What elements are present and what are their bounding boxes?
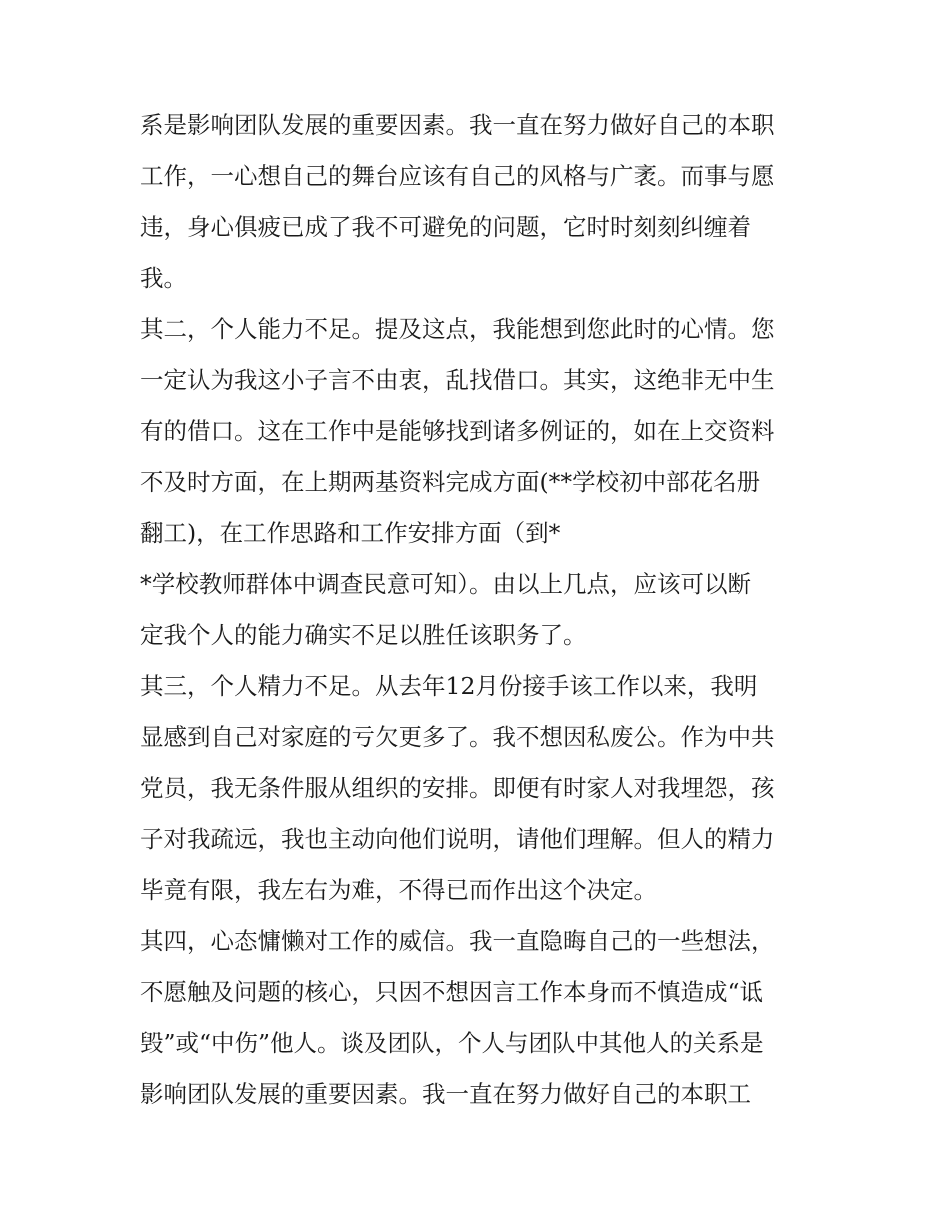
text-line: 系是影响团队发展的重要因素。我一直在努力做好自己的本职 bbox=[140, 111, 775, 139]
text-line: 翻工)，在工作思路和工作安排方面（到* bbox=[140, 519, 561, 547]
text-line: 毁”或“中伤”他人。谈及团队，个人与团队中其他人的关系是 bbox=[140, 1029, 764, 1057]
text-line: 违，身心俱疲已成了我不可避免的问题，它时时刻刻纠缠着 bbox=[140, 213, 751, 241]
text-line: 影响团队发展的重要因素。我一直在努力做好自己的本职工 bbox=[140, 1080, 751, 1108]
text-line: 有的借口。这在工作中是能够找到诸多例证的，如在上交资料 bbox=[140, 417, 775, 445]
text-line: 定我个人的能力确实不足以胜任该职务了。 bbox=[140, 621, 587, 649]
text-line: 我。 bbox=[140, 264, 187, 292]
text-line: 其二，个人能力不足。提及这点，我能想到您此时的心情。您 bbox=[140, 315, 775, 343]
text-line: 工作，一心想自己的舞台应该有自己的风格与广袤。而事与愿 bbox=[140, 162, 775, 190]
text-line: 党员，我无条件服从组织的安排。即便有时家人对我埋怨，孩 bbox=[140, 774, 775, 802]
text-line: 不及时方面，在上期两基资料完成方面(**学校初中部花名册 bbox=[140, 468, 761, 496]
text-line: 显感到自己对家庭的亏欠更多了。我不想因私废公。作为中共 bbox=[140, 723, 775, 751]
text-line: 不愿触及问题的核心，只因不想因言工作本身而不慎造成“诋 bbox=[140, 978, 764, 1006]
text-line: 子对我疏远，我也主动向他们说明，请他们理解。但人的精力 bbox=[140, 825, 775, 853]
text-line: 其四，心态慵懒对工作的威信。我一直隐晦自己的一些想法， bbox=[140, 927, 775, 955]
text-line: 其三，个人精力不足。从去年12月份接手该工作以来，我明 bbox=[140, 672, 758, 700]
text-line: *学校教师群体中调查民意可知）。由以上几点，应该可以断 bbox=[140, 570, 751, 598]
document-body bbox=[140, 100, 820, 1120]
text-line: 毕竟有限，我左右为难，不得已而作出这个决定。 bbox=[140, 876, 657, 904]
text-line: 一定认为我这小子言不由衷，乱找借口。其实，这绝非无中生 bbox=[140, 366, 775, 394]
